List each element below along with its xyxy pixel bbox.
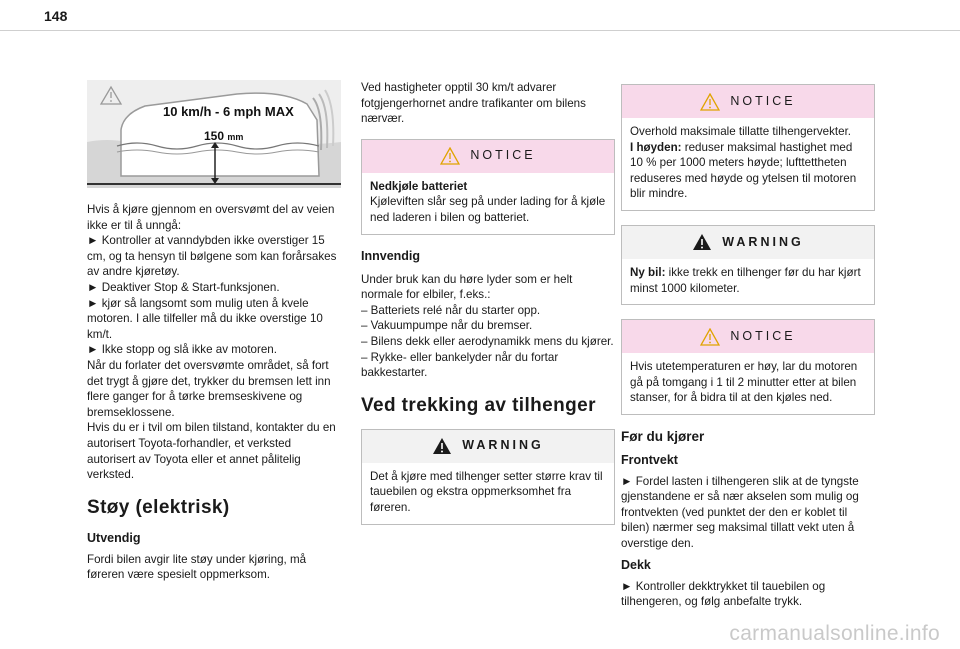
notice-header: [622, 85, 874, 118]
notice-triangle-icon: [700, 93, 720, 111]
section-heading-before-driving: Før du kjører: [621, 428, 705, 444]
subheading-tyres: Dekk: [621, 557, 651, 572]
warning-box-new-car: [621, 225, 875, 305]
warning-header: [622, 226, 874, 259]
warning-title: WARNING: [462, 438, 544, 453]
warning-body: [362, 463, 614, 524]
inside-line-3: – Bilens dekk eller aerodynamikk mens du kjører.: [361, 334, 614, 348]
subheading-front-weight: Frontvekt: [621, 452, 678, 467]
warning-triangle-icon: [692, 233, 712, 251]
outside-paragraph: Fordi bilen avgir lite støy under kjøring, må føreren være spesielt oppmerksom.: [87, 552, 307, 582]
notice-altitude: [630, 140, 866, 202]
header-rule: [0, 30, 960, 31]
warning-body: [622, 259, 874, 304]
warning-triangle-icon: [432, 437, 452, 455]
depth-label: [204, 129, 243, 146]
inside-line-2: – Vakuumpumpe når du bremser.: [361, 319, 533, 333]
flood-figure: [87, 80, 341, 188]
notice-bold-title: Nedkjøle batteriet: [370, 179, 468, 193]
notice-body: [622, 353, 874, 414]
warning-bold-label: Ny bil:: [630, 265, 666, 279]
warning-rest: ikke trekk en tilhenger før du har kjørt minst 1000 kilometer.: [630, 265, 861, 295]
intro-line-0: Hvis å kjøre gjennom en oversvømt del av veien ikke er til å unngå:: [87, 203, 335, 232]
column-1: [87, 80, 341, 583]
front-weight-text: ► Fordel lasten i tilhengeren slik at de tyngste gjenstandene er så nær akselen som mulig og frontvekten (ved punktet der den er koblet til bilen) nærmer seg maksimal tillatt vekt uten å overstige den.: [621, 474, 859, 550]
page-number: 148: [44, 8, 68, 24]
notice-line: Overhold maksimale tillatte tilhengervekter.: [630, 125, 852, 138]
notice-text: Kjøleviften slår seg på under lading for å kjøle ned laderen i bilen og batteriet.: [370, 195, 606, 224]
inside-line-1: – Batteriets relé når du starter opp.: [361, 303, 541, 317]
depth-value: 150: [204, 129, 225, 143]
watermark: carmanualsonline.info: [729, 622, 940, 645]
inside-line-4: – Rykke- eller bankelyder når du fortar bakkestarter.: [361, 350, 559, 380]
notice-title: NOTICE: [730, 328, 796, 343]
horn-paragraph: Ved hastigheter opptil 30 km/t advarer fotgjengerhornet andre trafikanter om bilens nærvær.: [361, 81, 586, 126]
notice-rest: reduser maksimal hastighet med 10 % per 1000 meters høyde; lufttettheten reduseres med høyde og ytelsen til motoren blir mindre.: [630, 140, 857, 201]
notice-box-trailer-weight: [621, 84, 875, 211]
inside-line-0: Under bruk kan du høre lyder som er helt normale for elbiler, f.eks.:: [361, 272, 573, 302]
notice-title: NOTICE: [470, 148, 536, 163]
notice-body: [622, 118, 874, 210]
intro-line-2: ► Deaktiver Stop & Start-funksjonen.: [87, 280, 280, 294]
section-heading-towing: Ved trekking av tilhenger: [361, 394, 596, 416]
subheading-inside: Innvendig: [361, 248, 421, 263]
notice-text: Hvis utetemperaturen er høy, lar du motoren gå på tomgang i 1 til 2 minutter etter at bilen stanser, for å bidra til at den kjøles ned.: [630, 360, 858, 405]
warning-title: WARNING: [722, 234, 804, 249]
intro-line-1: ► Kontroller at vanndybden ikke overstiger 15 cm, og ta hensyn til bølgene som kan forårsakes av andre kjøretøy.: [87, 234, 337, 279]
warning-text: [630, 265, 866, 296]
column-2: [361, 80, 615, 539]
speed-label: 10 km/h - 6 mph MAX: [163, 104, 294, 119]
notice-header: [622, 320, 874, 353]
column-3: [621, 84, 875, 610]
notice-triangle-icon: [440, 147, 460, 165]
warning-text: Det å kjøre med tilhenger setter større krav til tauebilen og ekstra oppmerksomhet fra føreren.: [370, 469, 603, 514]
notice-box-temperature: [621, 319, 875, 415]
notice-title: NOTICE: [730, 93, 796, 108]
notice-box-cooling: [361, 139, 615, 235]
subheading-outside: Utvendig: [87, 530, 141, 545]
tyres-text: ► Kontroller dekktrykket til tauebilen og tilhengeren, og følg anbefalte trykk.: [621, 579, 826, 609]
notice-triangle-icon: [700, 328, 720, 346]
depth-unit: mm: [227, 132, 244, 142]
intro-line-5: Når du forlater det oversvømte området, så fort det trygt å gjøre det, trykker du bremsen lett inn flere ganger for å tørke bremseskivene og bremseklossene.: [87, 358, 331, 419]
intro-line-3: ► kjør så langsomt som mulig uten å kvele motoren. I alle tilfeller må du ikke overstige 10 km/t.: [87, 296, 323, 341]
notice-body: [362, 173, 614, 234]
warning-box-towing: [361, 429, 615, 525]
intro-line-6: Hvis du er i tvil om bilen tilstand, kontakter du en autorisert Toyota-forhandler, et verksted autorisert av Toyota eller et annet pålitelig verksted.: [87, 421, 336, 482]
section-heading-noise: Støy (elektrisk): [87, 496, 230, 518]
notice-bold-label: I høyden:: [630, 140, 682, 154]
notice-header: [362, 140, 614, 173]
intro-line-4: ► Ikke stopp og slå ikke av motoren.: [87, 343, 277, 357]
warning-header: [362, 430, 614, 463]
